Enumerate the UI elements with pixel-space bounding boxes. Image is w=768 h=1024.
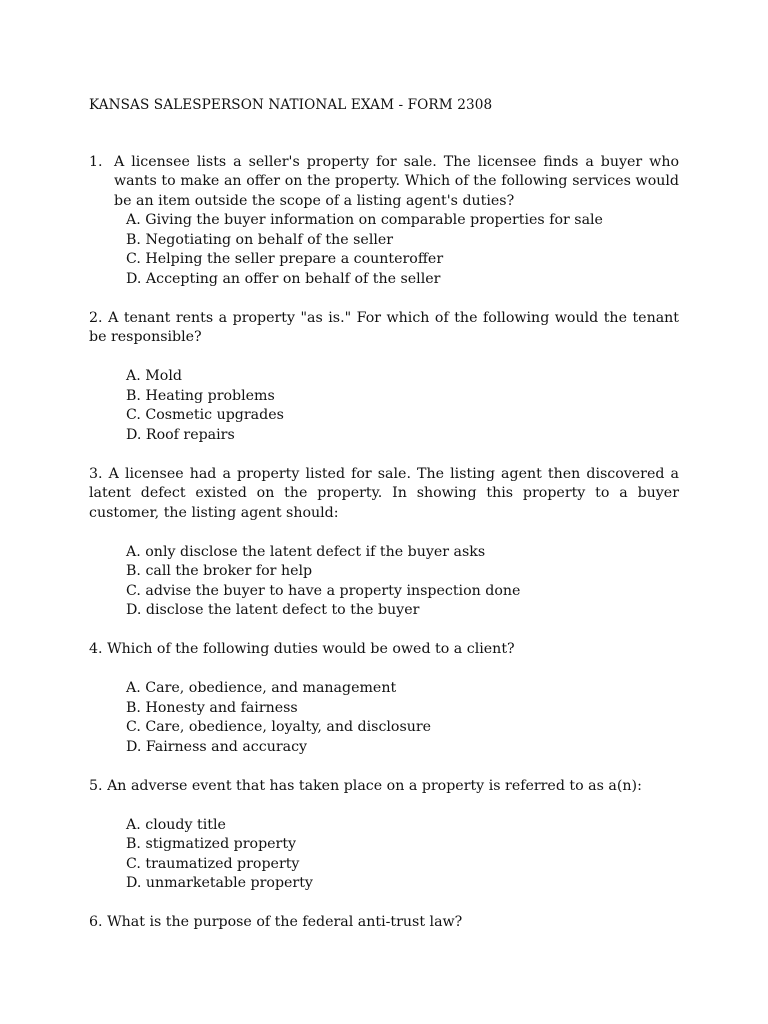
- answer-option: B. call the broker for help: [126, 563, 313, 579]
- question-4: [89, 640, 679, 757]
- answer-option: A. only disclose the latent defect if the buyer asks: [126, 543, 486, 560]
- question-text: A licensee lists a seller's property for sale. The licensee finds a buyer who wants to make an offer on the property. Which of the following services would be an item outside the scope of a listing agent's duties?: [114, 153, 679, 209]
- answer-option: A. Care, obedience, and management: [126, 680, 397, 696]
- question-stem: [89, 465, 679, 524]
- answer-options: [89, 816, 679, 894]
- question-stem: [89, 777, 679, 797]
- question-number: 4.: [89, 641, 103, 657]
- question-text: Which of the following duties would be owed to a client?: [107, 641, 515, 657]
- document-title: KANSAS SALESPERSON NATIONAL EXAM - FORM 2308: [89, 97, 493, 113]
- question-number: 5.: [89, 777, 103, 794]
- document-page: [89, 96, 679, 933]
- question-5: [89, 777, 679, 894]
- question-3: [89, 465, 679, 621]
- answer-option: A. Giving the buyer information on comparable properties for sale: [126, 212, 603, 228]
- answer-option: C. Cosmetic upgrades: [126, 407, 284, 423]
- answer-option: C. Care, obedience, loyalty, and disclosure: [126, 719, 432, 735]
- question-stem: [89, 309, 679, 348]
- answer-option: A. Mold: [126, 368, 182, 384]
- question-number: 2.: [89, 309, 103, 326]
- answer-option: B. Honesty and fairness: [126, 699, 298, 716]
- question-stem: [89, 640, 679, 660]
- answer-option: C. advise the buyer to have a property inspection done: [126, 582, 521, 599]
- answer-options: [89, 367, 679, 445]
- question-number: 1.: [89, 153, 103, 170]
- answer-options: [89, 211, 679, 289]
- spacer: [89, 621, 679, 641]
- question-stem: [89, 153, 679, 212]
- answer-option: D. Roof repairs: [126, 426, 235, 443]
- question-2: [89, 309, 679, 446]
- question-text: A licensee had a property listed for sale. The listing agent then discovered a latent defect existed on the property. In showing this property to a buyer customer, the listing agent should:: [89, 465, 679, 521]
- answer-option: C. Helping the seller prepare a counteroffer: [126, 251, 444, 267]
- answer-option: D. Fairness and accuracy: [126, 738, 308, 755]
- question-text: A tenant rents a property "as is." For which of the following would the tenant be responsible?: [89, 309, 680, 345]
- answer-options: [89, 543, 679, 621]
- answer-option: B. stigmatized property: [126, 836, 297, 852]
- answer-option: B. Heating problems: [126, 387, 275, 404]
- question-6: [89, 913, 679, 933]
- question-text: An adverse event that has taken place on a property is referred to as a(n):: [107, 777, 642, 794]
- answer-option: C. traumatized property: [126, 855, 300, 872]
- answer-option: D. Accepting an offer on behalf of the seller: [126, 270, 441, 287]
- spacer: [89, 289, 679, 309]
- answer-option: D. unmarketable property: [126, 875, 313, 891]
- question-stem: [89, 913, 679, 933]
- answer-options: [89, 679, 679, 757]
- answer-option: B. Negotiating on behalf of the seller: [126, 231, 394, 248]
- question-1: [89, 153, 679, 290]
- answer-option: A. cloudy title: [126, 816, 226, 833]
- spacer: [89, 894, 679, 914]
- question-text: What is the purpose of the federal anti-trust law?: [107, 914, 463, 930]
- spacer: [89, 757, 679, 777]
- question-number: 3.: [89, 465, 103, 482]
- question-number: 6.: [89, 914, 103, 930]
- spacer: [89, 445, 679, 465]
- answer-option: D. disclose the latent defect to the buyer: [126, 602, 420, 618]
